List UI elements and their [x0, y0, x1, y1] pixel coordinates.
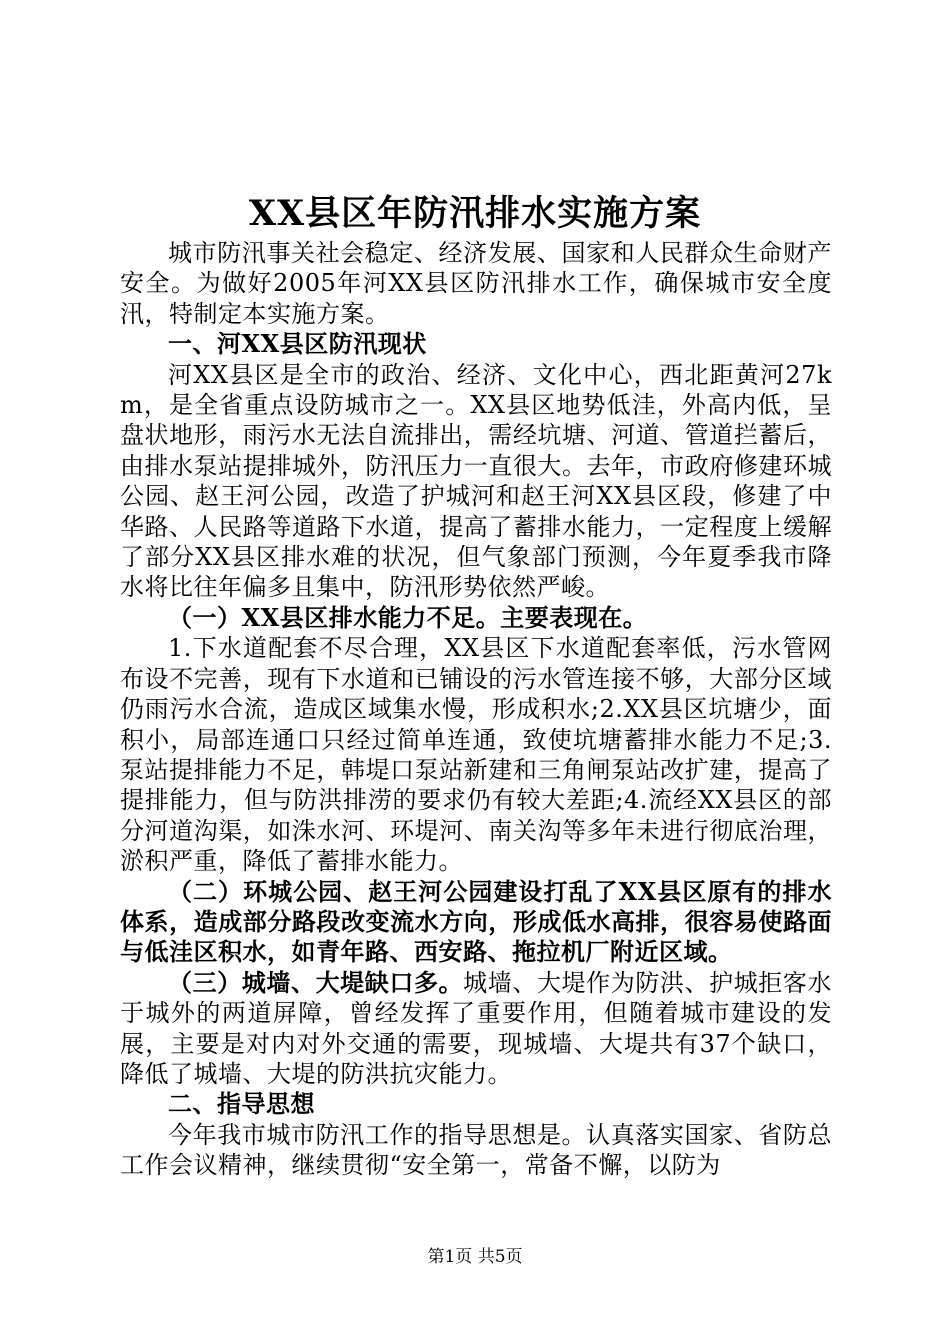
subsection-heading-1: （一）XX县区排水能力不足。主要表现在。 [168, 602, 648, 632]
section-heading-1: 一、河XX县区防汛现状 [168, 329, 427, 359]
subsection-heading-3: （三）城墙、大堤缺口多。 [168, 967, 464, 997]
status-paragraph: 河XX县区是全市的政治、经济、文化中心，西北距黄河27km，是全省重点设防城市之一。XX县区地势低洼，外高内低，呈盘状地形，雨污水无法自流排出，需经坑塘、河道、管道拦蓄后，由排水泵站提排城外，防汛压力一直很大。去年，市政府修建环城公园、赵王河公园，改造了护城河和赵王河XX县区段，修建了中华路、人民路等道路下水道，提高了蓄排水能力，一定程度上缓解了部分XX县区排水难的状况，但气象部门预测，今年夏季我市降水将比往年偏多且集中，防汛形势依然严峻。 [120, 360, 832, 602]
document-body [120, 238, 832, 1181]
subsection-3-text: 城墙、大堤作为防洪、护城拒客水于城外的两道屏障，曾经发挥了重要作用，但随着城市建设的发展，主要是对内对外交通的需要，现城墙、大堤共有37个缺口，降低了城墙、大堤的防洪抗灾能力。 [120, 968, 833, 1088]
section-heading-2: 二、指导思想 [168, 1089, 315, 1119]
drainage-issues-paragraph: 1.下水道配套不尽合理，XX县区下水道配套率低，污水管网布设不完善，现有下水道和已铺设的污水管连接不够，大部分区域仍雨污水合流，造成区域集水慢，形成积水;2.XX县区坑塘少，面积小，局部连通口只经过简单连通，致使坑塘蓄排水能力不足;3.泵站提排能力不足，韩堤口泵站新建和三角闸泵站改扩建，提高了提排能力，但与防洪排涝的要求仍有较大差距;4.流经XX县区的部分河道沟渠，如洙水河、环堤河、南关沟等多年未进行彻底治理，淤积严重，降低了蓄排水能力。 [120, 634, 832, 876]
page-footer: 第1页 共5页 [427, 1247, 523, 1267]
subsection-2-paragraph: （二）环城公园、赵王河公园建设打乱了XX县区原有的排水体系，造成部分路段改变流水方向，形成低水高排，很容易使路面与低洼区积水，如青年路、西安路、拖拉机厂附近区域。 [120, 876, 832, 967]
guidance-paragraph: 今年我市城市防汛工作的指导思想是。认真落实国家、省防总工作会议精神，继续贯彻“安全第一，常备不懈，以防为 [120, 1120, 832, 1180]
intro-paragraph: 城市防汛事关社会稳定、经济发展、国家和人民群众生命财产安全。为做好2005年河XX县区防汛排水工作，确保城市安全度汛，特制定本实施方案。 [120, 239, 832, 328]
subsection-3-paragraph [120, 968, 832, 1090]
document-title: XX县区年防汛排水实施方案 [248, 193, 702, 234]
